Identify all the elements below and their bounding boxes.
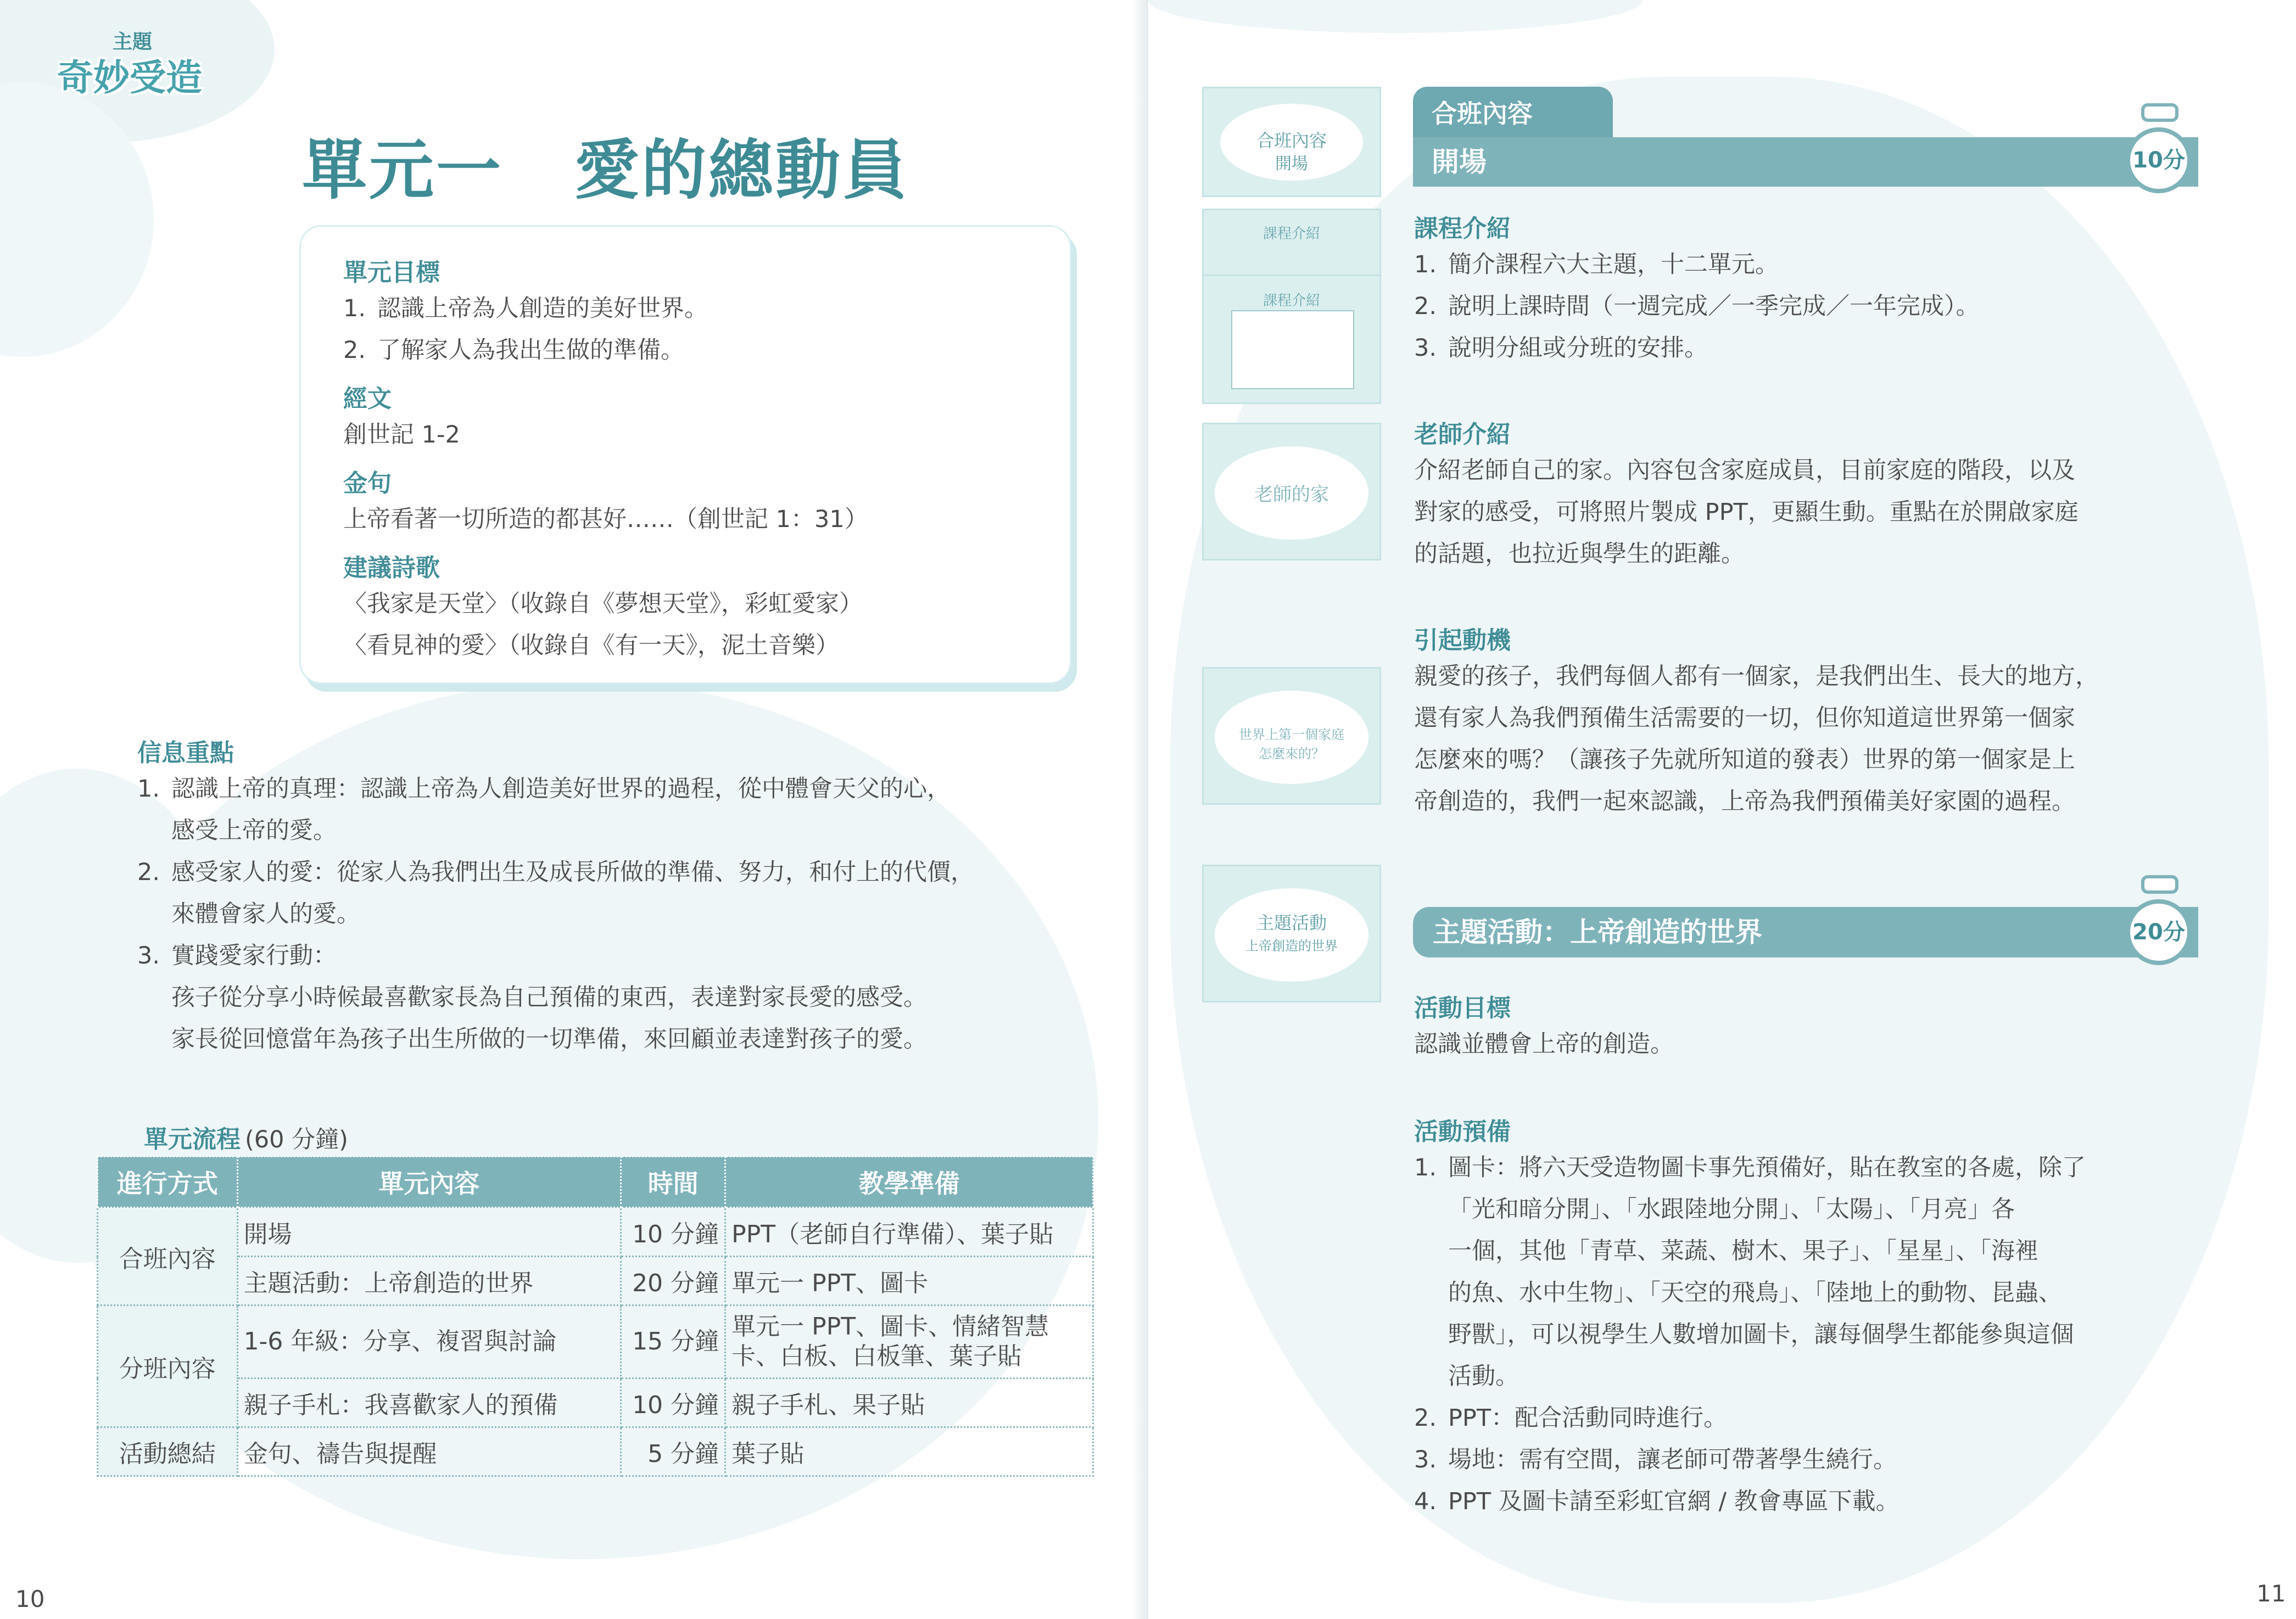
course-intro-heading: 課程介紹 <box>1414 215 1511 243</box>
list-item: 1. 圖卡：將六天受造物圖卡事先預備好，貼在教室的各處，除了 <box>1414 1154 2086 1181</box>
prep-cell: 葉子貼 <box>725 1427 1093 1476</box>
paragraph-line: 帝創造的，我們一起來認識，上帝為我們預備美好家園的過程。 <box>1414 788 2075 815</box>
content-cell: 1-6 年級：分享、複習與討論 <box>237 1306 621 1379</box>
page-number: 10 <box>15 1586 45 1612</box>
table-header-row <box>98 1157 1093 1208</box>
motivation-section <box>1414 620 2260 822</box>
scripture-text: 創世記 1-2 <box>343 421 460 449</box>
column-header: 進行方式 <box>98 1157 238 1208</box>
content-cell: 開場 <box>237 1208 621 1257</box>
table-row <box>98 1306 1093 1379</box>
list-item: 2. PPT：配合活動同時進行。 <box>1414 1404 1728 1432</box>
column-header: 教學準備 <box>725 1157 1093 1208</box>
unit-number: 單元一 <box>302 132 504 208</box>
prep-cell: 單元一 PPT、圖卡 <box>725 1257 1093 1306</box>
prep-cell: PPT（老師自行準備）、葉子貼 <box>725 1208 1093 1257</box>
objectives-heading: 單元目標 <box>343 259 440 287</box>
motivation-heading: 引起動機 <box>1414 626 1511 654</box>
flow-heading: 單元流程 (60 分鐘) <box>144 1125 348 1153</box>
objective-item: 2. 了解家人為我出生做的準備。 <box>343 337 684 364</box>
table-row <box>98 1427 1093 1476</box>
message-section <box>137 733 1093 1060</box>
slide-thumbnail: 老師的家 <box>1202 423 1381 561</box>
activity-goal-text: 認識並體會上帝的創造。 <box>1414 1030 1674 1058</box>
paragraph-line: 對家的感受，可將照片製成 PPT，更顯生動。重點在於開啟家庭 <box>1414 498 2079 526</box>
time-cell: 10 分鐘 <box>621 1379 725 1427</box>
course-intro-section <box>1414 209 2260 369</box>
column-header: 時間 <box>621 1157 725 1208</box>
slide-thumbnail: 世界上第一個家庭 怎麼來的？ <box>1202 667 1381 805</box>
list-item: 3. 說明分組或分班的安排。 <box>1414 334 1708 362</box>
paragraph-line: 的話題，也拉近與學生的距離。 <box>1414 540 1745 568</box>
table-row <box>98 1208 1093 1257</box>
activity-goal-heading: 活動目標 <box>1414 994 1511 1022</box>
song-item: 〈我家是天堂〉（收錄自《夢想天堂》，彩虹愛家） <box>343 590 863 618</box>
mode-cell: 分班內容 <box>98 1306 238 1427</box>
time-cell: 20 分鐘 <box>621 1257 725 1306</box>
teacher-intro-section <box>1414 414 2260 575</box>
mode-cell: 活動總結 <box>98 1427 238 1476</box>
content-cell: 親子手札：我喜歡家人的預備 <box>237 1379 621 1427</box>
teacher-intro-heading: 老師介紹 <box>1414 421 1511 449</box>
list-item-cont: 活動。 <box>1448 1363 1519 1390</box>
slide-thumbnail: 課程介紹 <box>1202 274 1381 404</box>
theme-name: 奇妙受造 <box>57 57 202 99</box>
page-number: 11 <box>2256 1580 2286 1607</box>
timer-badge: 20分 <box>2126 899 2192 965</box>
table-row <box>98 1379 1093 1427</box>
stopwatch-icon <box>2141 103 2178 122</box>
prep-cell: 親子手札、果子貼 <box>725 1379 1093 1427</box>
section-bar: 主題活動：上帝創造的世界 <box>1413 907 2198 957</box>
time-cell: 15 分鐘 <box>621 1306 725 1379</box>
message-item: 2. 感受家人的愛：從家人為我們出生及成長所做的準備、努力，和付上的代價， <box>137 859 974 886</box>
unit-flow-table <box>97 1156 1094 1477</box>
prep-cell: 單元一 PPT、圖卡、情緒智慧卡、白板、白板筆、葉子貼 <box>725 1306 1093 1379</box>
slide-thumbnail: 合班內容 開場 <box>1202 87 1381 197</box>
message-item: 3. 實踐愛家行動： <box>137 942 337 970</box>
slide-thumbnail: 主題活動 上帝創造的世界 <box>1202 865 1381 1002</box>
message-item-cont: 感受上帝的愛。 <box>171 817 337 844</box>
objective-item: 1. 認識上帝為人創造的美好世界。 <box>343 295 708 322</box>
message-item-cont: 孩子從分享小時候最喜歡家長為自己預備的東西，表達對家長愛的感受。 <box>171 984 927 1011</box>
songs-heading: 建議詩歌 <box>343 554 440 582</box>
verse-heading: 金句 <box>343 469 392 497</box>
verse-text: 上帝看著一切所造的都甚好……（創世記 1：31） <box>343 506 868 533</box>
activity-prep-section <box>1414 1112 2260 1522</box>
message-item: 1. 認識上帝的真理：認識上帝為人創造美好世界的過程，從中體會天父的心， <box>137 775 951 803</box>
page-title <box>302 118 909 211</box>
unit-goals-content <box>343 253 1057 666</box>
table-row <box>98 1257 1093 1306</box>
mode-cell: 合班內容 <box>98 1208 238 1306</box>
content-cell: 金句、禱告與提醒 <box>237 1427 621 1476</box>
time-cell: 5 分鐘 <box>621 1427 725 1476</box>
content-cell: 主題活動：上帝創造的世界 <box>237 1257 621 1306</box>
column-header: 單元內容 <box>237 1157 621 1208</box>
right-page <box>1148 0 2296 1619</box>
activity-prep-heading: 活動預備 <box>1414 1118 1511 1146</box>
activity-goal-section <box>1414 988 2260 1065</box>
time-cell: 10 分鐘 <box>621 1208 725 1257</box>
message-item-cont: 來體會家人的愛。 <box>171 900 360 928</box>
unit-name: 愛的總動員 <box>574 132 910 208</box>
theme-label: 主題 <box>113 31 153 53</box>
list-item-cont: 一個，其他「青草、菜蔬、樹木、果子」、「星星」、「海裡 <box>1448 1237 2038 1265</box>
song-item: 〈看見神的愛〉（收錄自《有一天》，泥土音樂） <box>343 632 839 659</box>
list-item-cont: 的魚、水中生物」、「天空的飛鳥」、「陸地上的動物、昆蟲、 <box>1448 1279 2062 1307</box>
list-item: 2. 說明上課時間（一週完成／一季完成／一年完成）。 <box>1414 293 1980 320</box>
list-item-cont: 野獸」，可以視學生人數增加圖卡，讓每個學生都能參與這個 <box>1448 1321 2074 1348</box>
list-item: 1. 簡介課程六大主題，十二單元。 <box>1414 251 1779 278</box>
list-item: 4. PPT 及圖卡請至彩虹官網 / 教會專區下載。 <box>1414 1488 1900 1515</box>
paragraph-line: 怎麼來的嗎？（讓孩子先就所知道的發表）世界的第一個家是上 <box>1414 746 2075 774</box>
timer-badge: 10分 <box>2126 127 2192 193</box>
paragraph-line: 親愛的孩子，我們每個人都有一個家，是我們出生、長大的地方， <box>1414 663 2099 690</box>
slide-thumbnail: 課程介紹 <box>1202 209 1381 281</box>
cloud-decoration <box>1148 0 1643 33</box>
paragraph-line: 介紹老師自己的家。內容包含家庭成員，目前家庭的階段，以及 <box>1414 457 2075 484</box>
scripture-heading: 經文 <box>343 385 392 413</box>
message-item-cont: 家長從回憶當年為孩子出生所做的一切準備，來回顧並表達對孩子的愛。 <box>171 1026 927 1053</box>
section-bar: 開場 <box>1413 137 2198 187</box>
list-item-cont: 「光和暗分開」、「水跟陸地分開」、「太陽」、「月亮」各 <box>1448 1196 2015 1223</box>
message-heading: 信息重點 <box>137 739 234 767</box>
paragraph-line: 還有家人為我們預備生活需要的一切，但你知道這世界第一個家 <box>1414 704 2075 732</box>
section-tab: 合班內容 <box>1413 87 1613 141</box>
stopwatch-icon <box>2141 875 2178 894</box>
list-item: 3. 場地：需有空間，讓老師可帶著學生繞行。 <box>1414 1446 1897 1474</box>
